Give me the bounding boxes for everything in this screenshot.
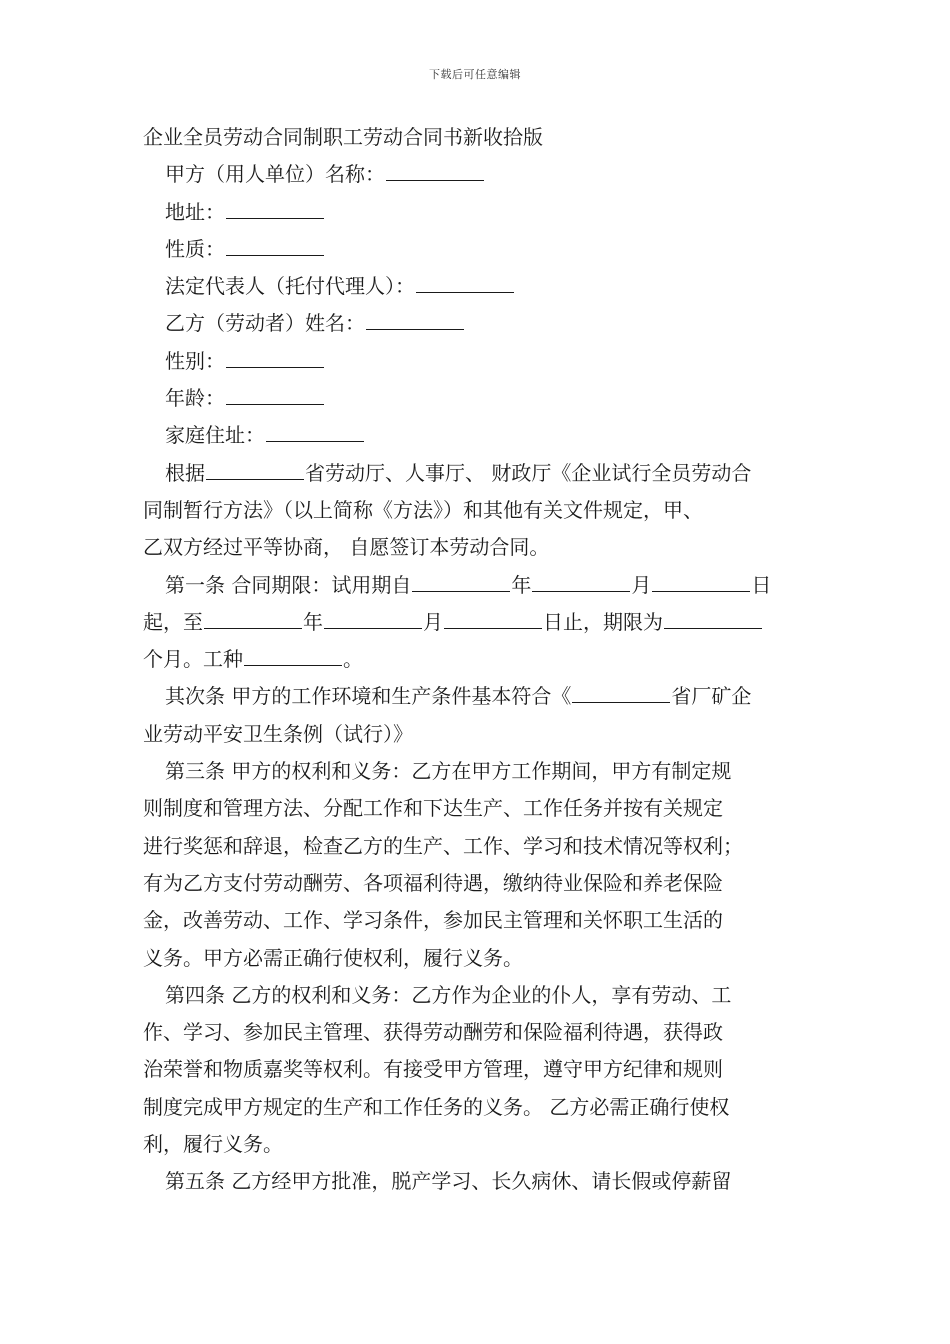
article4-line: 制度完成甲方规定的生产和工作任务的义务。 乙方必需正确行使权 [143, 1094, 730, 1119]
field-home-address [143, 417, 811, 454]
field-label: 法定代表人（托付代理人）： [165, 274, 415, 299]
article-text: 月 [631, 572, 652, 597]
blank-line[interactable] [226, 237, 324, 256]
blank-line[interactable] [664, 610, 762, 629]
article-text: 起，至 [143, 609, 203, 634]
blank-line[interactable] [244, 647, 342, 666]
article-text: 第一条 合同期限：试用期自 [165, 572, 412, 597]
intro-line-1 [143, 455, 811, 492]
article-text: 省厂矿企 [671, 684, 752, 709]
article4-line: 作、学习、参加民主管理、获得劳动酬劳和保险福利待遇，获得政 [143, 1020, 723, 1045]
document-title: 企业全员劳动合同制职工劳动合同书新收拾版 [143, 125, 543, 149]
blank-line[interactable] [266, 423, 364, 442]
field-address [143, 194, 811, 231]
intro-text: 省劳动厅、人事厅、 财政厅《企业试行全员劳动合 [305, 460, 752, 485]
field-label: 性质： [165, 236, 225, 261]
article3-line: 进行奖惩和辞退，检查乙方的生产、工作、学习和技术情况等权利； [143, 833, 743, 858]
article-text: 其次条 甲方的工作环境和生产条件基本符合《 [165, 684, 572, 709]
blank-line[interactable] [226, 349, 324, 368]
article-text: 月 [423, 609, 443, 634]
article-text: 年 [303, 609, 323, 634]
article-text: 个月。工种 [143, 647, 243, 672]
field-age [143, 380, 811, 417]
blank-line[interactable] [416, 274, 514, 293]
article3-line: 则制度和管理方法、分配工作和下达生产、工作任务并按有关规定 [143, 796, 723, 821]
field-label: 地址： [165, 199, 225, 224]
intro-line-2: 同制暂行方法》（以上简称《方法》）和其他有关文件规定，甲、 [143, 497, 703, 522]
article4-line: 治荣誉和物质嘉奖等权利。有接受甲方管理，遵守甲方纪律和规则 [143, 1057, 723, 1082]
article-text: 日 [751, 572, 772, 597]
article1-line-2 [143, 604, 811, 641]
article-text: 。 [343, 647, 363, 672]
blank-line[interactable] [226, 200, 324, 219]
field-label: 乙方（劳动者）姓名： [165, 311, 365, 336]
article3-line: 有为乙方支付劳动酬劳、各项福利待遇，缴纳待业保险和养老保险 [143, 870, 723, 895]
field-gender [143, 343, 811, 380]
article3-line: 义务。甲方必需正确行使权利，履行义务。 [143, 945, 523, 970]
intro-text: 根据 [165, 460, 205, 485]
field-party-b-name [143, 305, 811, 342]
field-label: 性别： [165, 348, 225, 373]
article2-line-1 [143, 678, 811, 715]
blank-line[interactable] [532, 573, 630, 592]
article-text: 年 [511, 572, 532, 597]
blank-line[interactable] [206, 461, 304, 480]
article3-line: 第三条 甲方的权利和义务：乙方在甲方工作期间，甲方有制定规 [165, 759, 732, 784]
field-nature [143, 231, 811, 268]
field-label: 年龄： [165, 386, 225, 411]
field-legal-rep [143, 268, 811, 305]
blank-line[interactable] [652, 573, 750, 592]
page-header: 下载后可任意编辑 [429, 68, 521, 81]
blank-line[interactable] [324, 610, 422, 629]
article1-line-1 [143, 567, 811, 604]
blank-line[interactable] [444, 610, 542, 629]
article4-line: 利，履行义务。 [143, 1132, 283, 1157]
field-label: 家庭住址： [165, 423, 265, 448]
blank-line[interactable] [204, 610, 302, 629]
blank-line[interactable] [386, 162, 484, 181]
article5-line: 第五条 乙方经甲方批准，脱产学习、长久病休、请长假或停薪留 [165, 1169, 732, 1194]
intro-line-3: 乙双方经过平等协商， 自愿签订本劳动合同。 [143, 535, 550, 560]
blank-line[interactable] [226, 386, 324, 405]
field-label: 甲方（用人单位）名称： [165, 162, 385, 187]
article-text: 日止，期限为 [543, 609, 663, 634]
article2-line-2: 业劳动平安卫生条例（试行）》 [143, 721, 413, 746]
article4-line: 第四条 乙方的权利和义务：乙方作为企业的仆人，享有劳动、工 [165, 982, 732, 1007]
field-party-a-name [143, 156, 811, 193]
article3-line: 金，改善劳动、工作、学习条件，参加民主管理和关怀职工生活的 [143, 908, 723, 933]
blank-line[interactable] [572, 684, 670, 703]
blank-line[interactable] [412, 573, 510, 592]
document-body [143, 119, 811, 1201]
blank-line[interactable] [366, 311, 464, 330]
article1-line-3 [143, 641, 811, 678]
